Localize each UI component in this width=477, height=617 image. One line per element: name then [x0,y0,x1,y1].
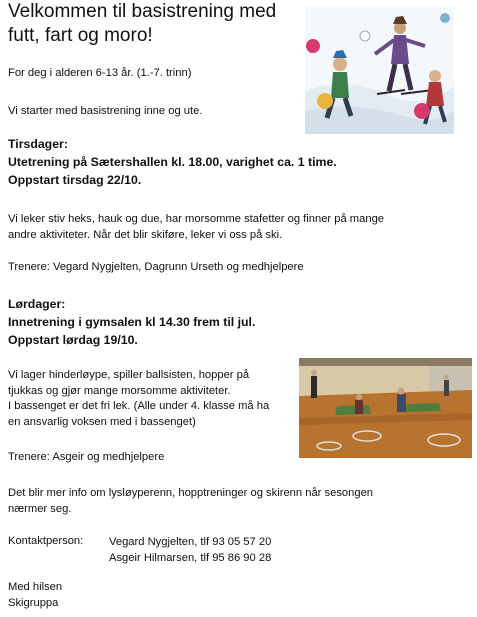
tuesday-desc-line-2: andre aktiviteter. Når det blir skiføre, leker vi oss på ski. [8,228,283,241]
saturday-desc-line-1: Vi lager hinderløype, spiller ballsisten, hopper på [8,369,250,381]
closing [8,580,62,611]
more-info-text [8,486,373,517]
contact-person-1: Vegard Nygjelten, tlf 93 05 57 20 [109,536,272,548]
saturday-description [8,368,269,430]
more-info-line-1: Det blir mer info om lysløyperenn, hopptreninger og skirenn når sesongen [8,487,374,499]
closing-greeting: Med hilsen [8,581,63,593]
title-line-1: Velkommen til basistrening med [8,1,277,22]
closing-sender: Skigruppa [8,596,59,609]
page-title [8,0,298,48]
saturday-desc-line-3: I bassenget er det fri lek. (Alle under 4. klasse må ha [8,400,270,412]
title-line-2: futt, fart og moro! [8,25,153,46]
contact-label: Kontaktperson: [8,535,84,547]
more-info-line-2: nærmer seg. [8,502,72,515]
tuesday-heading: Tirsdager: [8,137,68,151]
tuesday-trainers: Trenere: Vegard Nygjelten, Dagrunn Urseth og medhjelpere [8,261,304,273]
winter-play-illustration [305,6,454,134]
saturday-desc-line-4: en ansvarlig voksen med i bassenget) [8,415,196,428]
contact-persons [109,535,271,566]
saturday-desc-line-2: tjukkas og gjør mange morsomme aktiviteter. [8,384,231,397]
contact-person-2: Asgeir Hilmarsen, tlf 95 86 90 28 [109,551,272,564]
gym-photo [299,358,472,458]
tuesday-info-line-2: Oppstart tirsdag 22/10. [8,173,142,187]
saturday-info-line-1: Innetrening i gymsalen kl 14.30 frem til jul. [8,315,256,329]
saturday-info-line-2: Oppstart lørdag 19/10. [8,333,138,347]
age-text: For deg i alderen 6-13 år. (1.-7. trinn) [8,67,192,79]
saturday-trainers: Trenere: Asgeir og medhjelpere [8,451,165,463]
start-text: Vi starter med basistrening inne og ute. [8,105,203,117]
winter-illustration-svg [305,6,454,134]
tuesday-desc-line-1: Vi leker stiv heks, hauk og due, har morsomme stafetter og finner på mange [8,213,385,225]
gym-photo-svg [299,358,472,458]
tuesday-info-line-1: Utetrening på Sætershallen kl. 18.00, varighet ca. 1 time. [8,155,337,169]
tuesday-description [8,212,384,243]
saturday-heading: Lørdager: [8,297,66,311]
